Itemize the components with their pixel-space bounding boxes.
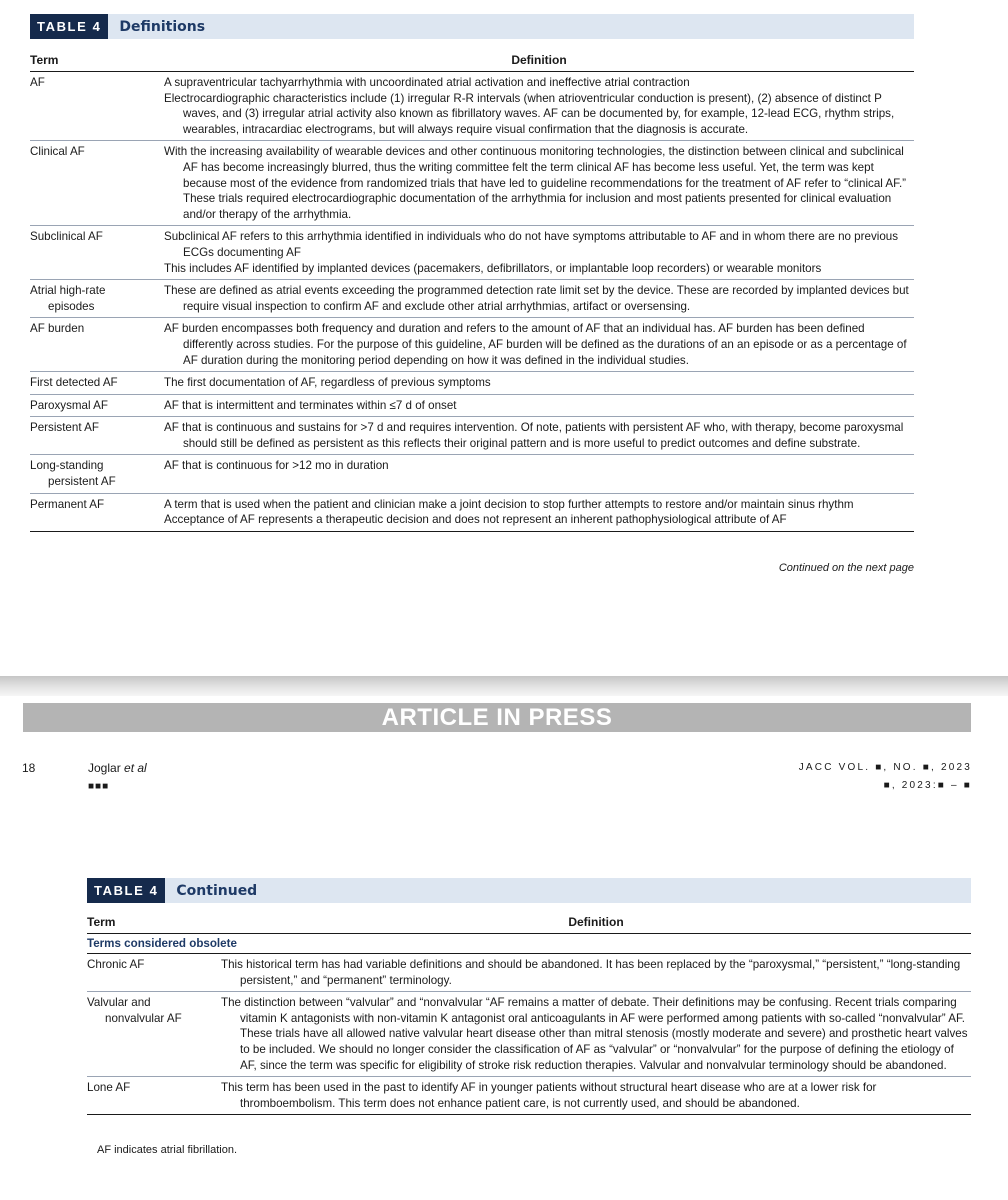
- table-row: [30, 417, 914, 455]
- definition-text: A term that is used when the patient and clinician make a joint decision to stop further attempts to restore and/or maintain sinus rhythm: [164, 497, 854, 511]
- term-cell: [87, 1080, 221, 1111]
- definition-text: A supraventricular tachyarrhythmia with uncoordinated atrial activation and ineffective atrial contraction: [164, 76, 690, 89]
- term-cell: [30, 497, 164, 528]
- definition-text: AF that is intermittent and terminates within ≤7 d of onset: [164, 398, 457, 412]
- definition-cell: [221, 995, 971, 1073]
- definition-text: Electrocardiographic characteristics include (1) irregular R-R intervals (when atrioventricular conduction is present), (2) absence of distinct P waves, and (3) irregular atrial activity also known as fibrillatory waves. AF can be documented by, for example, 12-lead ECG, rhythm strips, wearables, intracardiac electrograms, but will always require visual confirmation that the diagnosis is accurate.: [164, 91, 895, 136]
- table-header: [87, 911, 971, 934]
- table-row: [87, 954, 971, 992]
- definition-text: This includes AF identified by implanted devices (pacemakers, defibrillators, or implantable loop recorders) or wearable monitors: [164, 261, 822, 275]
- table-row: [30, 280, 914, 318]
- term-text: Chronic AF: [87, 958, 145, 971]
- page-separator: [0, 676, 1008, 696]
- term-cell: [30, 144, 164, 222]
- term-cell: [87, 995, 221, 1073]
- table-row: [30, 72, 914, 141]
- term-cell: [30, 321, 164, 368]
- definition-cell: [164, 375, 914, 391]
- definition-cell: [164, 283, 914, 314]
- table-label: TABLE 4: [87, 878, 165, 903]
- column-header-term: Term: [30, 53, 59, 67]
- table-label: TABLE 4: [30, 14, 108, 39]
- definition-cell: [164, 229, 914, 276]
- definition-text: The distinction between “valvular” and “nonvalvular “AF remains a matter of debate. Their definitions may be confusing. Recent trials comparing vitamin K antagonists with non-vitamin K antagonist oral anticoagulants in AF were performed among patients with so-called “nonvalvular” AF. These trials have all allowed native valvular heart disease other than mitral stenosis (mostly moderate and severe) and prosthetic heart valves to be included. We should no longer consider the classification of AF as “valvular” or “nonvalvular” for the purpose of defining the etiology of AF, since the term was specific for eligibility of stroke risk reduction therapies. Valvular and nonvalvular terminology should be abandoned.: [221, 996, 968, 1072]
- definition-text: Subclinical AF refers to this arrhythmia identified in individuals who do not have symptoms attributable to AF and in whom there are no previous ECGs documenting AF: [164, 230, 899, 259]
- term-cell: [87, 957, 221, 988]
- table-row: [87, 992, 971, 1077]
- page-number: 18: [22, 761, 36, 775]
- term-cell: [30, 458, 164, 489]
- table-row: [30, 141, 914, 226]
- definition-text: AF that is continuous for >12 mo in duration: [164, 459, 389, 473]
- table-body: [87, 954, 971, 1115]
- article-in-press-banner: ARTICLE IN PRESS: [23, 703, 971, 732]
- table-caption: Continued: [176, 882, 258, 899]
- definition-text: This term has been used in the past to identify AF in younger patients without structural heart disease who are at a lower risk for thromboembolism. This term does not enhance patient care, is not currently used, and should be abandoned.: [221, 1081, 877, 1110]
- definition-cell: [164, 321, 914, 368]
- term-text: Long-standing: [30, 459, 104, 473]
- definitions-table: [30, 14, 914, 532]
- term-cell: [30, 398, 164, 414]
- term-text: Atrial high-rate: [30, 284, 106, 298]
- term-text: Subclinical AF: [30, 230, 103, 244]
- table-header: [30, 49, 914, 72]
- running-squares: ■■■: [88, 781, 110, 792]
- table-row: [30, 395, 914, 418]
- definition-text: AF burden encompasses both frequency and duration and refers to the amount of AF that an individual has. AF burden has been defined differently across studies. For the purpose of this guideline, AF burden will be defined as the durations of an an episode or as a percentage of AF duration during the monitoring period depending on how it was defined in the individual studies.: [164, 322, 907, 367]
- definition-text: With the increasing availability of wearable devices and other continuous monitoring technologies, the distinction between clinical and subclinical AF has become increasingly blurred, thus the writing committee felt the term clinical AF has become less useful. Yet, the term was kept because most of the evidence from randomized trials that have led to guideline recommendations for the treatment of AF refer to “clinical AF.” These trials required electrocardiographic documentation of the arrhythmia for inclusion and most patients presented for clinical evaluation and/or therapy of the arrhythmia.: [164, 145, 907, 221]
- definition-cell: [164, 398, 914, 414]
- term-cell: [30, 375, 164, 391]
- definition-cell: [221, 1080, 971, 1111]
- table-row: [30, 372, 914, 395]
- table-footnote: AF indicates atrial fibrillation.: [97, 1144, 238, 1156]
- term-text: Paroxysmal AF: [30, 398, 108, 412]
- author-suffix: et al: [124, 761, 147, 775]
- table-title-bar: [30, 14, 914, 39]
- running-author: [88, 761, 147, 775]
- term-text: Permanent AF: [30, 497, 105, 511]
- table-row: [87, 1077, 971, 1115]
- term-text: episodes: [48, 299, 95, 313]
- term-text: AF: [30, 76, 45, 89]
- table-row: [30, 494, 914, 532]
- definition-text: The first documentation of AF, regardless of previous symptoms: [164, 376, 491, 390]
- term-text: persistent AF: [48, 475, 116, 489]
- column-header-definition: Definition: [511, 53, 567, 67]
- term-text: AF burden: [30, 322, 85, 336]
- definition-text: AF that is continuous and sustains for >7 d and requires intervention. Of note, patients with persistent AF who, with therapy, become paroxysmal should still be defined as persistent as this reflects their original pattern and is more useful to predict outcomes and define substrate.: [164, 421, 904, 450]
- term-text: Lone AF: [87, 1081, 131, 1095]
- definition-cell: [164, 144, 914, 222]
- term-text: Persistent AF: [30, 421, 99, 435]
- journal-citation: JACC VOL. ■, NO. ■, 2023: [798, 762, 972, 773]
- table-row: [30, 455, 914, 493]
- definition-cell: [221, 957, 971, 988]
- term-cell: [30, 283, 164, 314]
- continued-table: [87, 878, 971, 1115]
- term-text: First detected AF: [30, 376, 118, 390]
- definition-text: Acceptance of AF represents a therapeutic decision and does not represent an inherent pathophysiological attribute of AF: [164, 513, 787, 527]
- table-title-bar: [87, 878, 971, 903]
- term-cell: [30, 229, 164, 276]
- table-caption: Definitions: [119, 18, 206, 35]
- definition-cell: [164, 420, 914, 451]
- table-body: [30, 72, 914, 532]
- definition-text: These are defined as atrial events exceeding the programmed detection rate limit set by the device. These are recorded by implanted devices but require visual inspection to confirm AF and exclude other atrial arrhythmias, artifact or oversensing.: [164, 284, 909, 313]
- definition-cell: [164, 497, 914, 528]
- term-text: Clinical AF: [30, 145, 85, 159]
- table-row: [30, 226, 914, 280]
- term-text: nonvalvular AF: [105, 1011, 182, 1025]
- author-name: Joglar: [88, 761, 121, 775]
- continued-note: Continued on the next page: [778, 562, 914, 574]
- term-text: Valvular and: [87, 996, 151, 1010]
- definition-cell: [164, 75, 914, 137]
- section-heading: Terms considered obsolete: [87, 934, 971, 954]
- term-cell: [30, 75, 164, 137]
- column-header-term: Term: [87, 915, 116, 929]
- column-header-definition: Definition: [568, 915, 624, 929]
- definition-text: This historical term has had variable definitions and should be abandoned. It has been replaced by the “paroxysmal,” “persistent,” “long-standing persistent,” and “permanent” terminology.: [221, 958, 961, 987]
- term-cell: [30, 420, 164, 451]
- journal-pages: ■, 2023:■ – ■: [883, 780, 972, 791]
- definition-cell: [164, 458, 914, 489]
- table-row: [30, 318, 914, 372]
